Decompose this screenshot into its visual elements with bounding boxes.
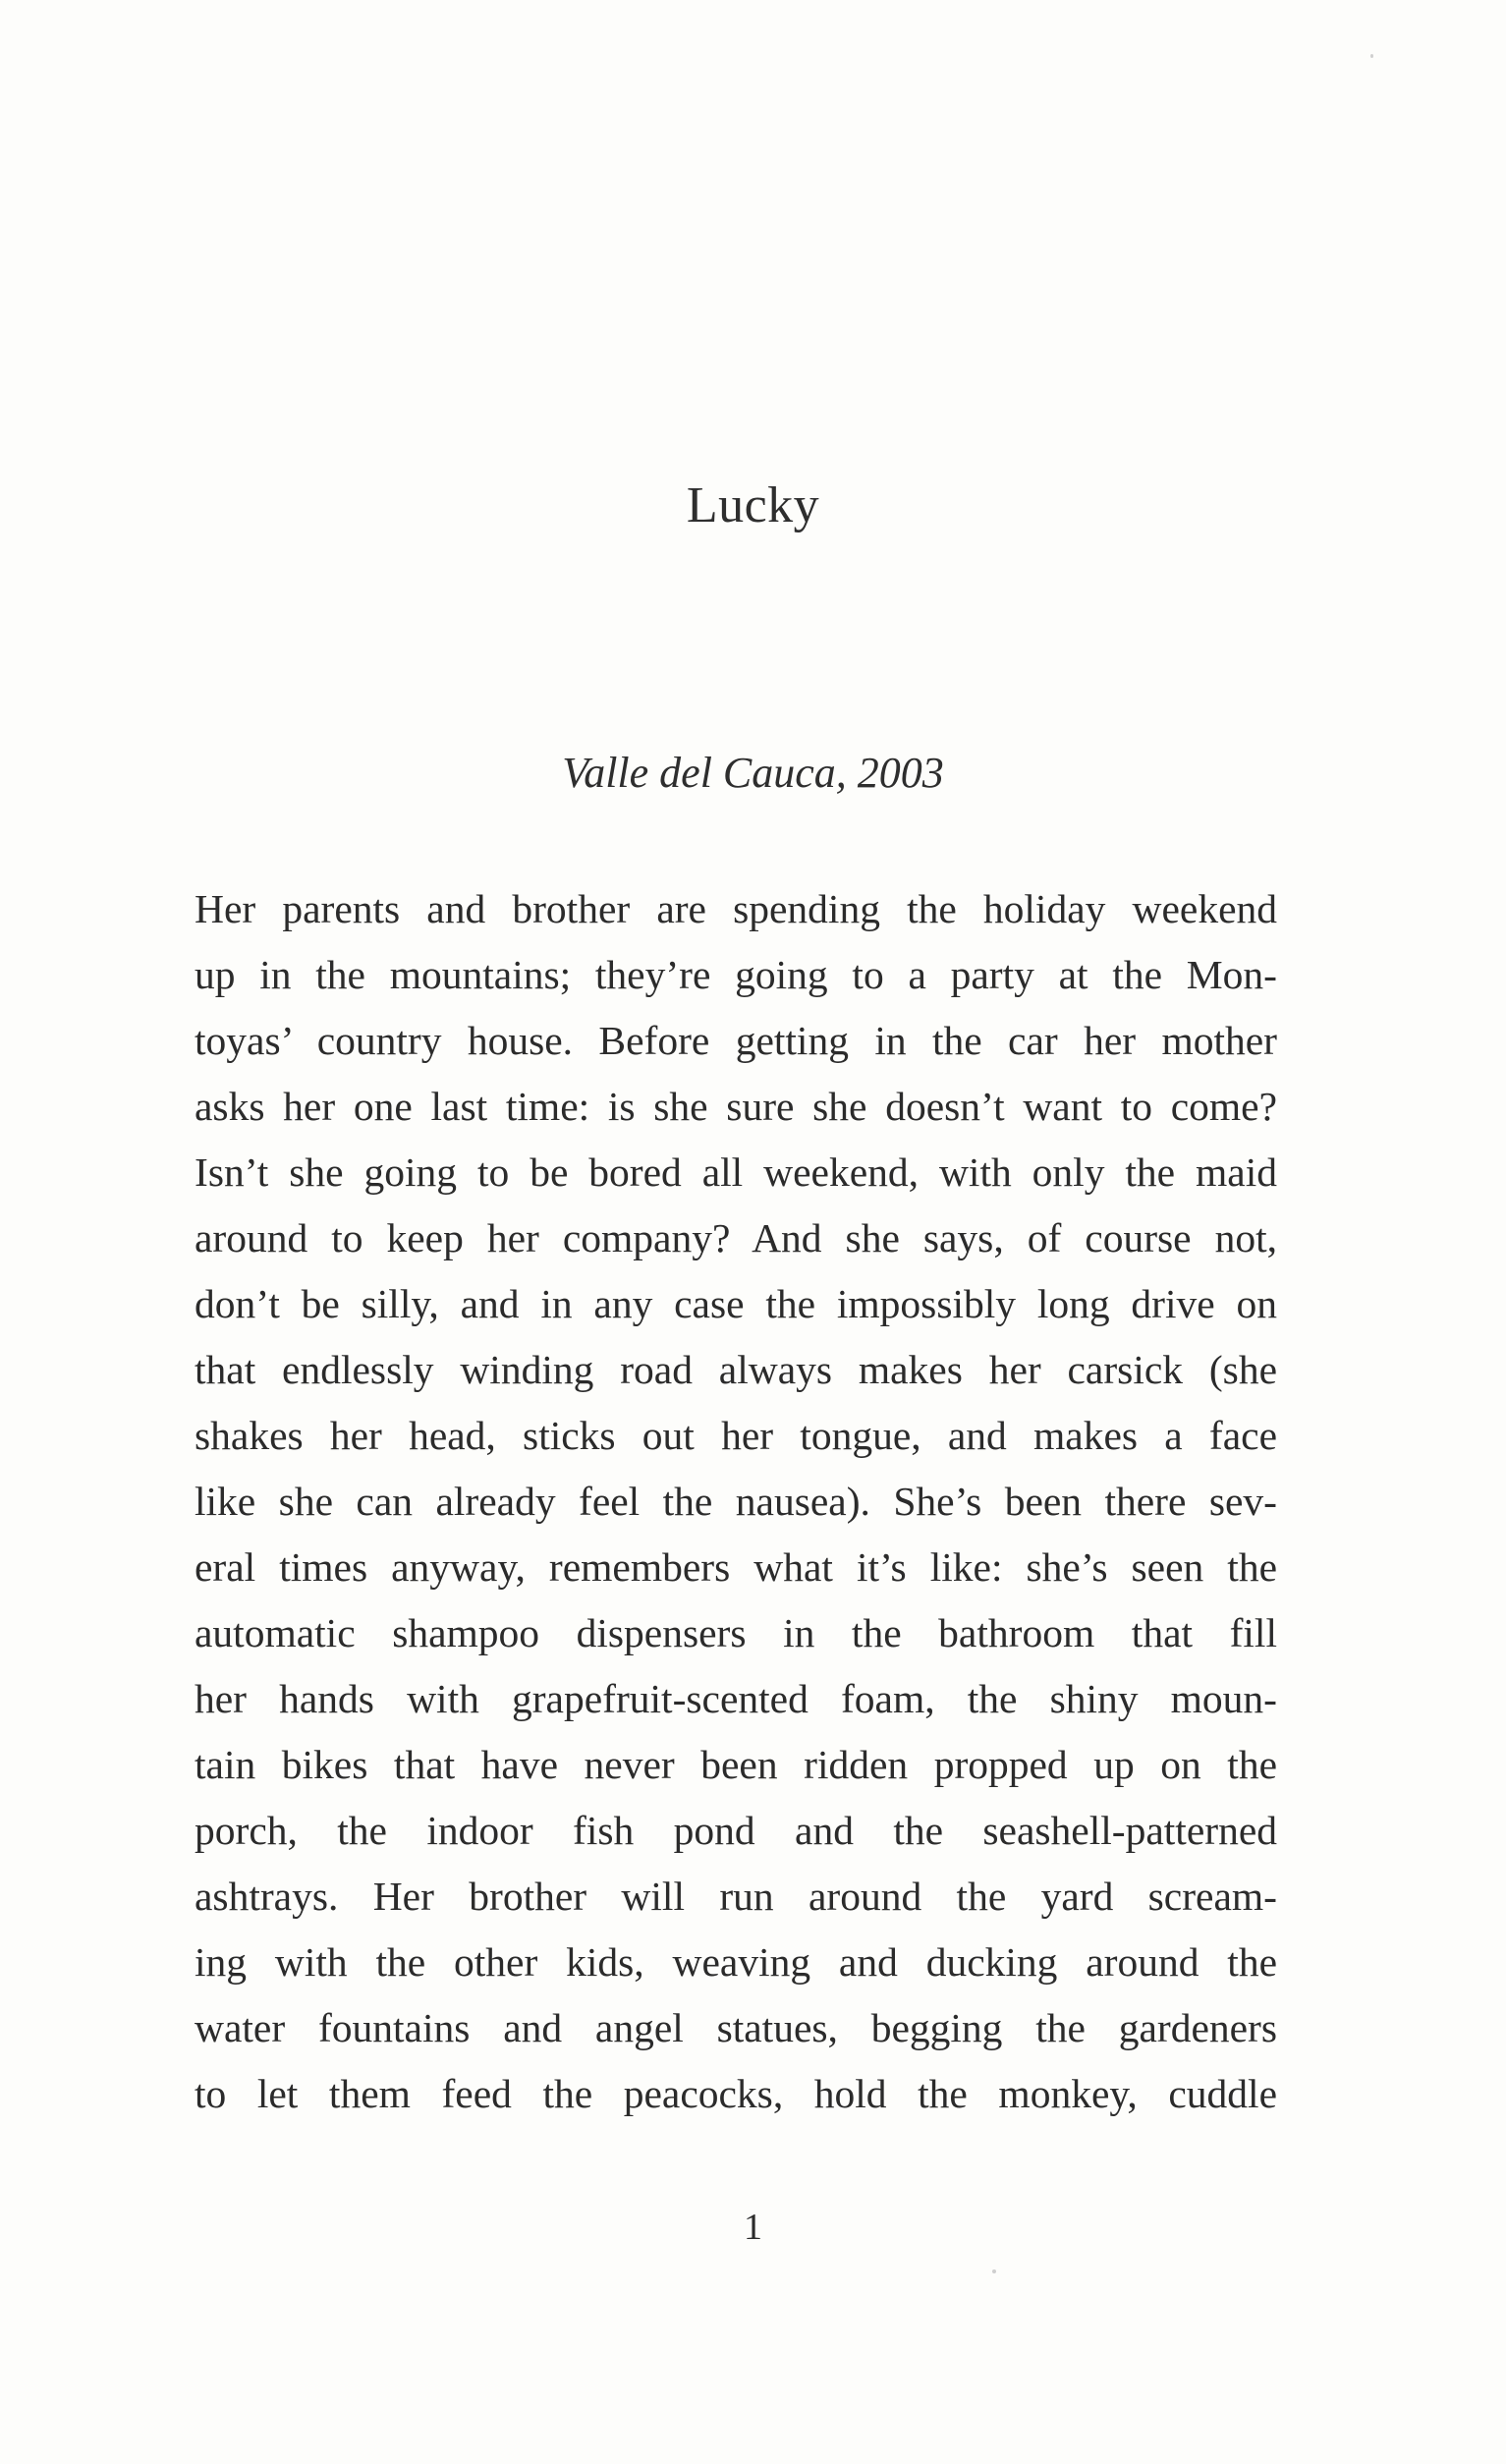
scan-speck (992, 2269, 996, 2273)
chapter-subtitle: Valle del Cauca, 2003 (562, 749, 944, 797)
page-number: 1 (744, 2207, 762, 2248)
body-text (195, 876, 1277, 2127)
text-line: asks her one last time: is she sure she doesn’t want to come? (195, 1084, 1277, 1129)
text-line: up in the mountains; they’re going to a party at the Mon- (195, 952, 1277, 997)
text-line: Isn’t she going to be bored all weekend, with only the maid (195, 1149, 1277, 1195)
text-line: ing with the other kids, weaving and ducking around the (195, 1939, 1277, 1985)
text-line: eral times anyway, remembers what it’s like: she’s seen the (195, 1544, 1277, 1590)
text-line: porch, the indoor fish pond and the seashell-patterned (195, 1808, 1277, 1853)
scan-speck (1370, 54, 1373, 58)
text-line: shakes her head, sticks out her tongue, and makes a face (195, 1413, 1277, 1458)
text-line: ashtrays. Her brother will run around the yard scream- (195, 1874, 1277, 1919)
text-line: that endlessly winding road always makes her carsick (she (195, 1347, 1277, 1392)
chapter-title: Lucky (686, 477, 820, 533)
text-line: don’t be silly, and in any case the impossibly long drive on (195, 1281, 1277, 1326)
text-line: her hands with grapefruit-scented foam, the shiny moun- (195, 1676, 1277, 1721)
text-line: like she can already feel the nausea). She’s been there sev- (195, 1479, 1277, 1524)
text-line: automatic shampoo dispensers in the bathroom that fill (195, 1610, 1277, 1655)
text-line: Her parents and brother are spending the holiday weekend (195, 886, 1277, 931)
text-line: around to keep her company? And she says, of course not, (195, 1215, 1277, 1260)
text-line: to let them feed the peacocks, hold the monkey, cuddle (195, 2071, 1277, 2116)
text-line: toyas’ country house. Before getting in the car her mother (195, 1018, 1277, 1063)
text-line: tain bikes that have never been ridden propped up on the (195, 1742, 1277, 1787)
text-line: water fountains and angel statues, begging the gardeners (195, 2005, 1277, 2050)
